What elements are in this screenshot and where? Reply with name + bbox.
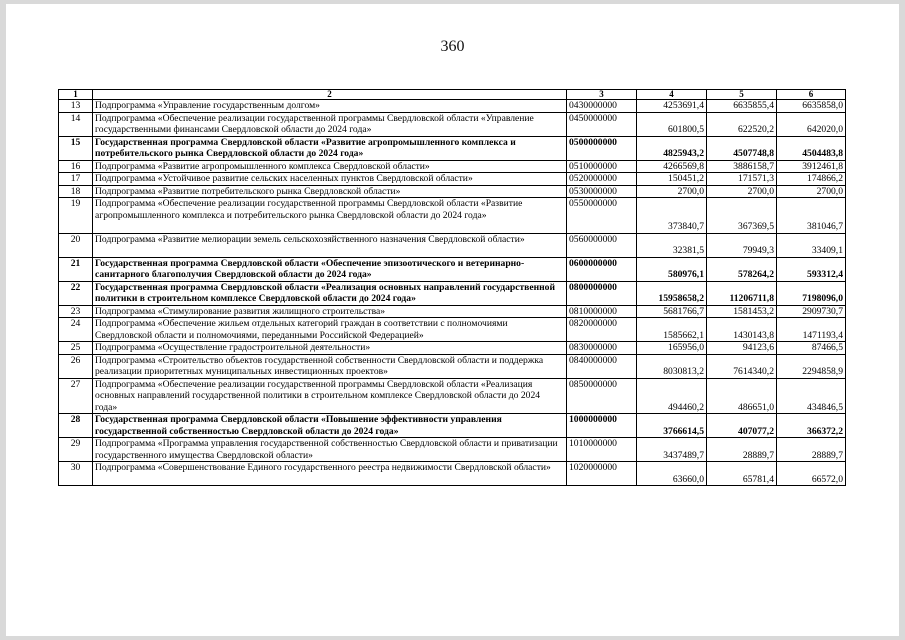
row-value-cell: 7198096,0	[777, 281, 846, 305]
table-row	[59, 354, 846, 378]
row-code-cell: 0500000000	[567, 136, 637, 160]
row-name-cell: Подпрограмма «Обеспечение реализации государственной программы Свердловской области «Управление государственными финансами Свердловской области до 2024 года»	[93, 112, 567, 136]
table-row	[59, 342, 846, 355]
row-code-cell: 0560000000	[567, 233, 637, 257]
table-row	[59, 414, 846, 438]
row-name-cell: Подпрограмма «Управление государственным долгом»	[93, 100, 567, 113]
row-code-cell: 0830000000	[567, 342, 637, 355]
row-name-cell: Подпрограмма «Обеспечение реализации государственной программы Свердловской области «Развитие агропромышленного комплекса и потребительского рынка Свердловской области до 2024 года»	[93, 198, 567, 234]
row-number-cell: 18	[59, 185, 93, 198]
row-value-cell: 4504483,8	[777, 136, 846, 160]
row-value-cell: 94123,6	[707, 342, 777, 355]
row-name-cell: Подпрограмма «Развитие мелиорации земель сельскохозяйственного назначения Свердловской области»	[93, 233, 567, 257]
row-number-cell: 30	[59, 462, 93, 486]
row-value-cell: 3912461,8	[777, 160, 846, 173]
row-value-cell: 6635858,0	[777, 100, 846, 113]
row-name-cell: Подпрограмма «Осуществление градостроительной деятельности»	[93, 342, 567, 355]
row-value-cell: 8030813,2	[637, 354, 707, 378]
row-name-cell: Подпрограмма «Строительство объектов государственной собственности Свердловской области и поддержка реализации приоритетных муниципальных инвестиционных проектов»	[93, 354, 567, 378]
row-name-cell: Подпрограмма «Стимулирование развития жилищного строительства»	[93, 305, 567, 318]
row-value-cell: 63660,0	[637, 462, 707, 486]
budget-table	[58, 89, 846, 486]
row-value-cell: 165956,0	[637, 342, 707, 355]
row-name-cell: Государственная программа Свердловской области «Обеспечение эпизоотического и ветеринарно-санитарного благополучия Свердловской области до 2024 года»	[93, 257, 567, 281]
row-value-cell: 171571,3	[707, 173, 777, 186]
table-row	[59, 378, 846, 414]
row-name-cell: Подпрограмма «Развитие агропромышленного комплекса Свердловской области»	[93, 160, 567, 173]
row-number-cell: 16	[59, 160, 93, 173]
row-code-cell: 0840000000	[567, 354, 637, 378]
row-value-cell: 4266569,8	[637, 160, 707, 173]
row-value-cell: 28889,7	[777, 438, 846, 462]
table-row	[59, 136, 846, 160]
row-number-cell: 26	[59, 354, 93, 378]
row-number-cell: 21	[59, 257, 93, 281]
row-number-cell: 22	[59, 281, 93, 305]
row-code-cell: 0530000000	[567, 185, 637, 198]
row-number-cell: 28	[59, 414, 93, 438]
row-value-cell: 3766614,5	[637, 414, 707, 438]
row-number-cell: 14	[59, 112, 93, 136]
row-value-cell: 2294858,9	[777, 354, 846, 378]
row-value-cell: 32381,5	[637, 233, 707, 257]
row-number-cell: 29	[59, 438, 93, 462]
row-number-cell: 27	[59, 378, 93, 414]
row-number-cell: 13	[59, 100, 93, 113]
row-code-cell: 0810000000	[567, 305, 637, 318]
header-cell: 4	[637, 90, 707, 100]
row-code-cell: 0800000000	[567, 281, 637, 305]
row-value-cell: 28889,7	[707, 438, 777, 462]
table-row	[59, 112, 846, 136]
table-row	[59, 281, 846, 305]
row-value-cell: 3886158,7	[707, 160, 777, 173]
header-cell: 3	[567, 90, 637, 100]
row-number-cell: 23	[59, 305, 93, 318]
row-value-cell: 407077,2	[707, 414, 777, 438]
row-value-cell: 150451,2	[637, 173, 707, 186]
row-number-cell: 25	[59, 342, 93, 355]
table-row	[59, 318, 846, 342]
row-value-cell: 1585662,1	[637, 318, 707, 342]
table-header-row	[59, 90, 846, 100]
row-value-cell: 1581453,2	[707, 305, 777, 318]
row-code-cell: 0510000000	[567, 160, 637, 173]
table-row	[59, 305, 846, 318]
row-name-cell: Подпрограмма «Совершенствование Единого государственного реестра недвижимости Свердловской области»	[93, 462, 567, 486]
row-name-cell: Государственная программа Свердловской области «Развитие агропромышленного комплекса и потребительского рынка Свердловской области до 2024 года»	[93, 136, 567, 160]
row-value-cell: 15958658,2	[637, 281, 707, 305]
row-name-cell: Подпрограмма «Развитие потребительского рынка Свердловской области»	[93, 185, 567, 198]
row-code-cell: 1010000000	[567, 438, 637, 462]
row-value-cell: 79949,3	[707, 233, 777, 257]
row-value-cell: 2700,0	[777, 185, 846, 198]
row-value-cell: 174866,2	[777, 173, 846, 186]
row-value-cell: 66572,0	[777, 462, 846, 486]
row-value-cell: 3437489,7	[637, 438, 707, 462]
row-value-cell: 373840,7	[637, 198, 707, 234]
row-code-cell: 0850000000	[567, 378, 637, 414]
table-row	[59, 233, 846, 257]
header-cell: 6	[777, 90, 846, 100]
row-value-cell: 381046,7	[777, 198, 846, 234]
row-value-cell: 580976,1	[637, 257, 707, 281]
row-value-cell: 4825943,2	[637, 136, 707, 160]
row-code-cell: 0820000000	[567, 318, 637, 342]
row-value-cell: 87466,5	[777, 342, 846, 355]
row-value-cell: 601800,5	[637, 112, 707, 136]
row-name-cell: Государственная программа Свердловской области «Повышение эффективности управления государственной собственностью Свердловской области до 2024 года»	[93, 414, 567, 438]
table-row	[59, 185, 846, 198]
row-value-cell: 578264,2	[707, 257, 777, 281]
table-row	[59, 198, 846, 234]
row-value-cell: 622520,2	[707, 112, 777, 136]
row-value-cell: 366372,2	[777, 414, 846, 438]
row-value-cell: 2700,0	[707, 185, 777, 198]
row-value-cell: 11206711,8	[707, 281, 777, 305]
row-value-cell: 1471193,4	[777, 318, 846, 342]
row-name-cell: Подпрограмма «Обеспечение реализации государственной программы Свердловской области «Реализация основных направлений государственной политики в строительном комплексе Свердловской области до 2024 года»	[93, 378, 567, 414]
table-row	[59, 257, 846, 281]
row-code-cell: 0550000000	[567, 198, 637, 234]
row-code-cell: 0600000000	[567, 257, 637, 281]
row-number-cell: 24	[59, 318, 93, 342]
page-number: 360	[440, 38, 465, 55]
row-code-cell: 1000000000	[567, 414, 637, 438]
row-value-cell: 6635855,4	[707, 100, 777, 113]
row-value-cell: 65781,4	[707, 462, 777, 486]
row-value-cell: 434846,5	[777, 378, 846, 414]
table-row	[59, 100, 846, 113]
row-value-cell: 4507748,8	[707, 136, 777, 160]
row-number-cell: 17	[59, 173, 93, 186]
table-row	[59, 160, 846, 173]
row-value-cell: 642020,0	[777, 112, 846, 136]
row-code-cell: 0450000000	[567, 112, 637, 136]
row-name-cell: Государственная программа Свердловской области «Реализация основных направлений государственной политики в строительном комплексе Свердловской области до 2024 года»	[93, 281, 567, 305]
row-value-cell: 5681766,7	[637, 305, 707, 318]
header-cell: 5	[707, 90, 777, 100]
table-row	[59, 462, 846, 486]
row-value-cell: 7614340,2	[707, 354, 777, 378]
row-code-cell: 0520000000	[567, 173, 637, 186]
row-value-cell: 486651,0	[707, 378, 777, 414]
row-value-cell: 33409,1	[777, 233, 846, 257]
row-code-cell: 0430000000	[567, 100, 637, 113]
row-value-cell: 2909730,7	[777, 305, 846, 318]
table-row	[59, 438, 846, 462]
row-number-cell: 15	[59, 136, 93, 160]
row-name-cell: Подпрограмма «Обеспечение жильем отдельных категорий граждан в соответствии с полномочиями Свердловской области и полномочиями, переданными Российской Федерацией»	[93, 318, 567, 342]
table-row	[59, 173, 846, 186]
row-value-cell: 367369,5	[707, 198, 777, 234]
row-value-cell: 4253691,4	[637, 100, 707, 113]
row-value-cell: 2700,0	[637, 185, 707, 198]
row-number-cell: 19	[59, 198, 93, 234]
document-page	[6, 4, 899, 636]
header-cell: 1	[59, 90, 93, 100]
row-code-cell: 1020000000	[567, 462, 637, 486]
row-number-cell: 20	[59, 233, 93, 257]
row-value-cell: 1430143,8	[707, 318, 777, 342]
row-name-cell: Подпрограмма «Программа управления государственной собственностью Свердловской области и приватизации государственного имущества Свердловской области»	[93, 438, 567, 462]
row-name-cell: Подпрограмма «Устойчивое развитие сельских населенных пунктов Свердловской области»	[93, 173, 567, 186]
header-cell: 2	[93, 90, 567, 100]
table-body	[59, 90, 846, 486]
row-value-cell: 494460,2	[637, 378, 707, 414]
row-value-cell: 593312,4	[777, 257, 846, 281]
